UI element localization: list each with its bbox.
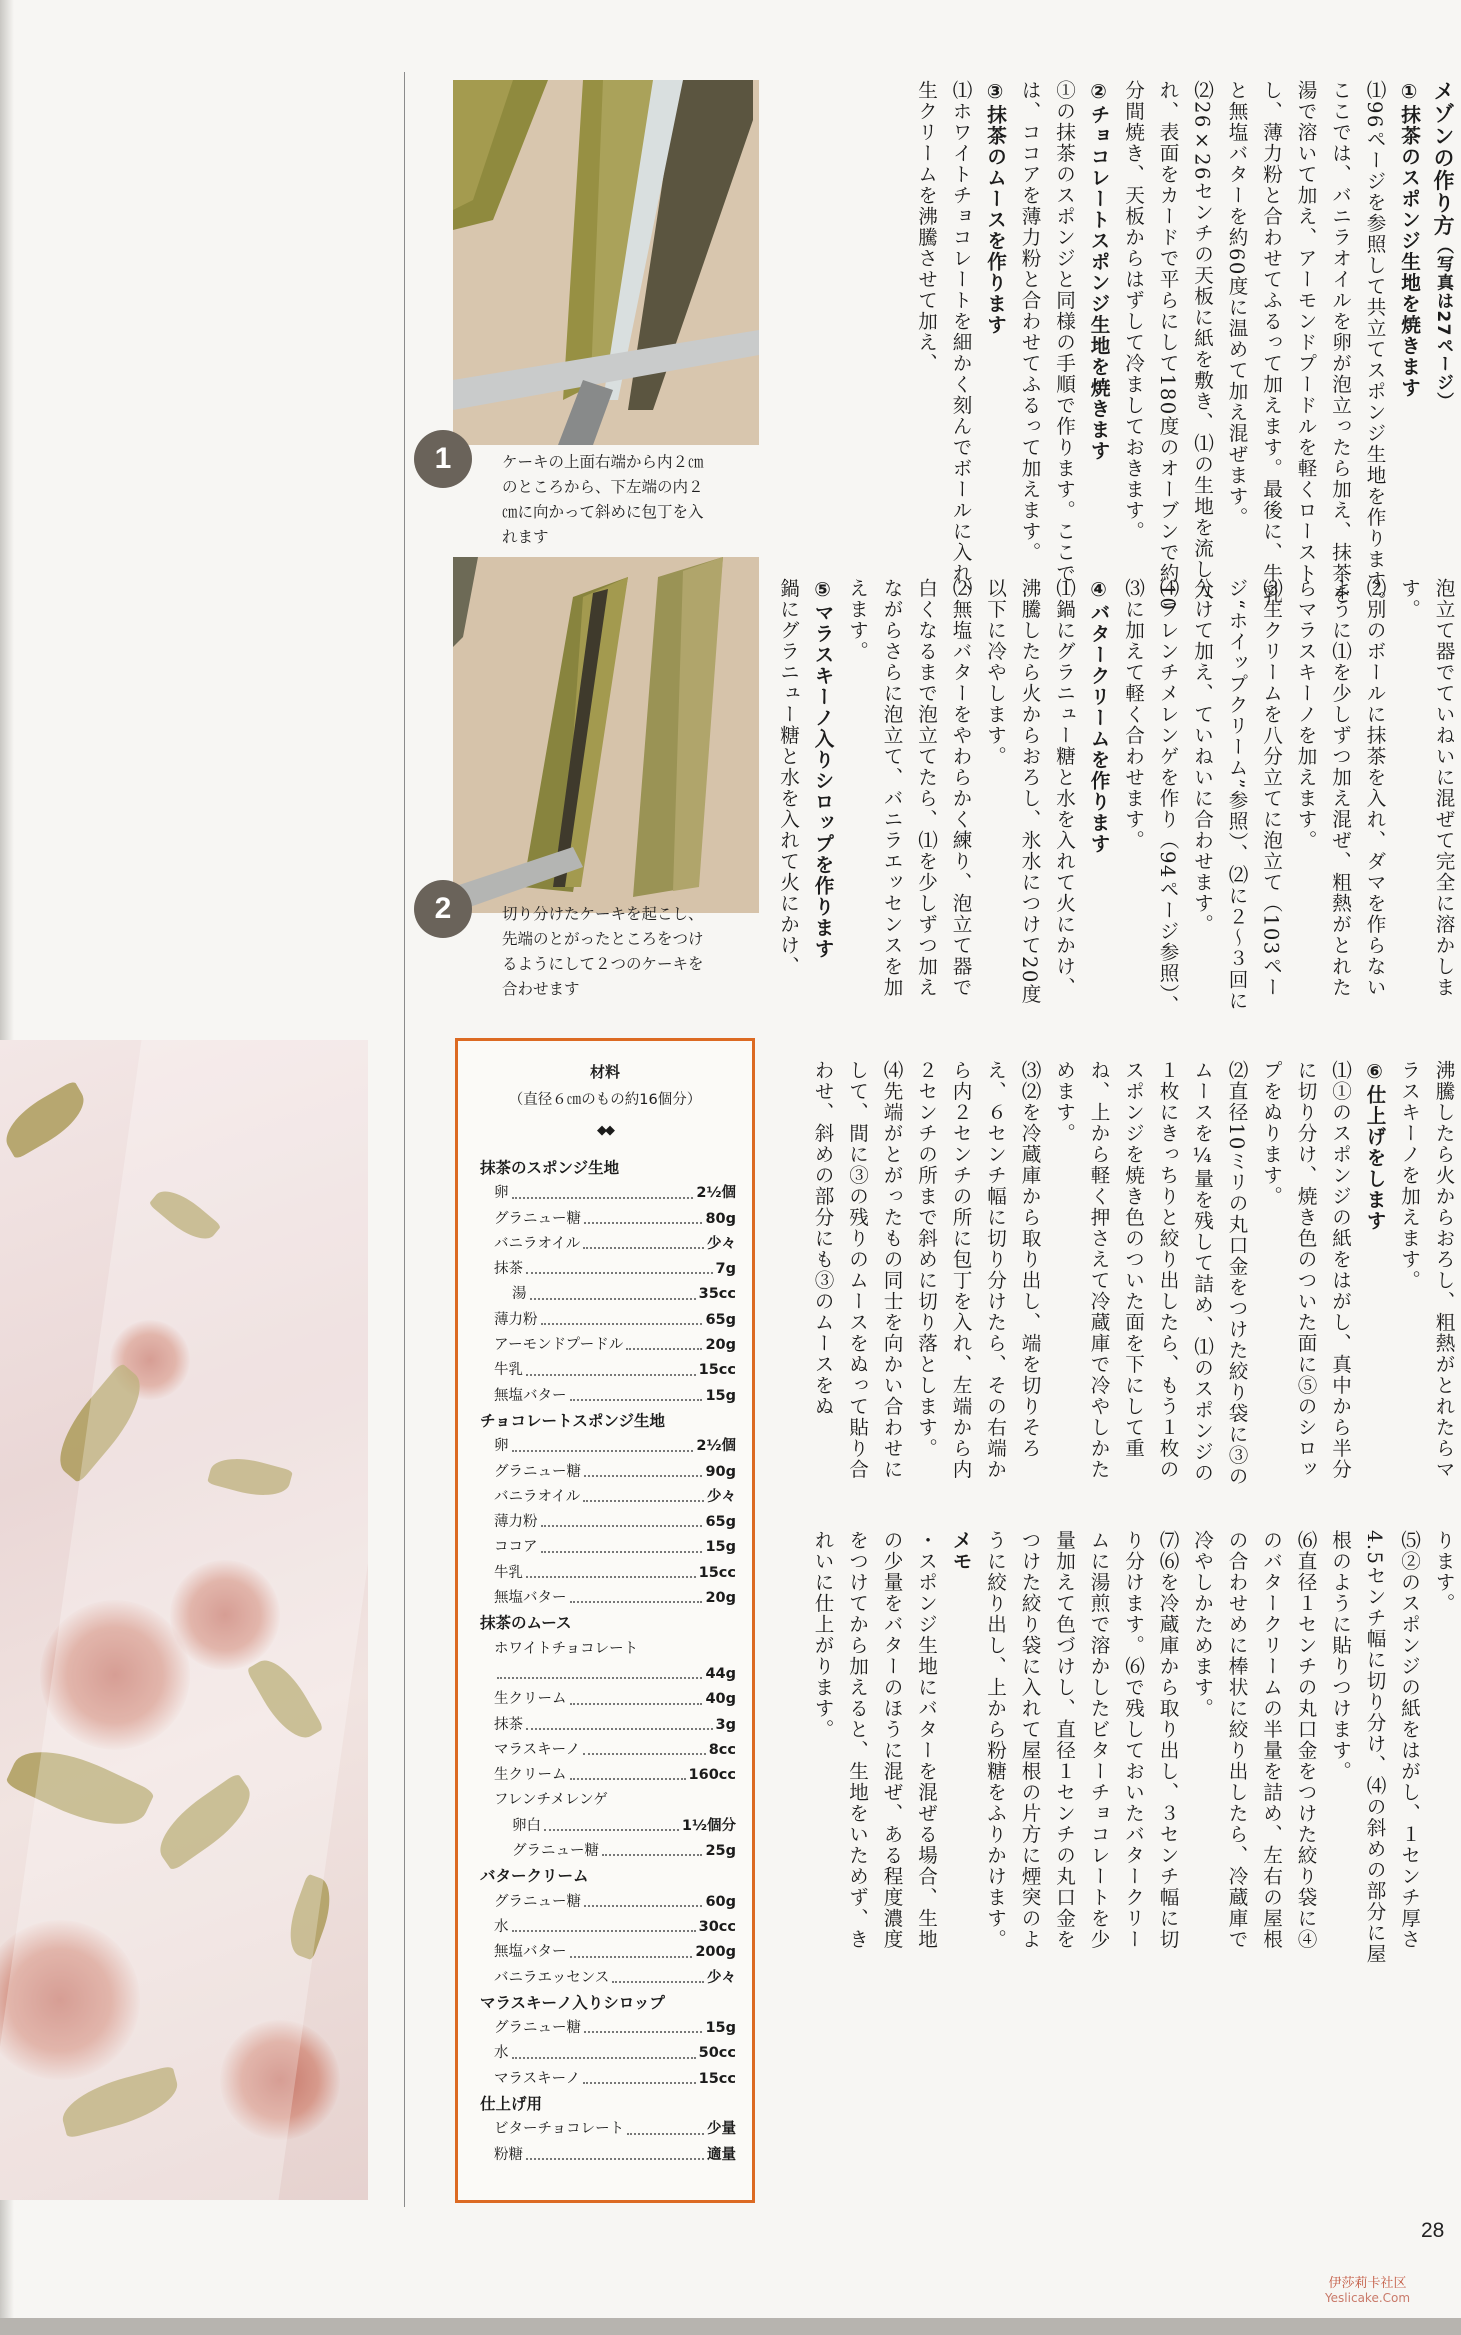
- ingredient-quantity: 50cc: [698, 2045, 736, 2062]
- watermark-name: 伊莎莉卡社区: [1328, 2276, 1407, 2291]
- ingredient-name: 牛乳: [494, 1362, 523, 1379]
- memo-text: ・スポンジ生地にバターを混ぜる場合、生地の少量をバターのほうに混ぜ、ある程度濃度をつけてから加えると、生地をいためず、きれいに仕上がります。: [811, 1530, 938, 1950]
- step-heading: ①抹茶のスポンジ生地を焼きます: [1397, 80, 1421, 399]
- ingredient-row: [480, 1308, 736, 1333]
- leader-dots: [583, 1738, 705, 1755]
- method-upper-left: [776, 578, 1460, 1018]
- leader-dots: [526, 1358, 696, 1375]
- step-heading: ②チョコレートスポンジ生地を焼きます: [1087, 80, 1110, 462]
- step-text: ⑸②のスポンジの紙をはがし、１センチ厚さ4.5センチ幅に切り分け、⑷の斜めの部分に屋根のように貼りつけます。: [1328, 1530, 1421, 1965]
- step-text: ⑶生クリームを八分立てに泡立て（103ページ“ホイップクリーム”参照）、⑵に２～３回に分けて加え、ていねいに合わせます。: [1190, 578, 1283, 1012]
- leader-dots: [541, 1535, 703, 1552]
- ingredient-name: 薄力粉: [494, 1514, 538, 1531]
- step-heading: ④バタークリームを作ります: [1087, 578, 1110, 855]
- leader-dots: [570, 1763, 686, 1780]
- leader-dots: [584, 1890, 702, 1907]
- method-upper-right: [780, 80, 1460, 620]
- step-text: ⑴96ページを参照して共立てスポンジ生地を作ります。ここでは、バニラオイルを卵が泡立ったら加え、抹茶を湯で溶いて加え、アーモンドプードルを軽くローストし、薄力粉と合わせてふるって加えます。最後に、牛乳と無塩バターを約60度に温めて加え混ぜます。: [1225, 80, 1386, 612]
- ingredient-name: バニラエッセンス: [494, 1969, 610, 1986]
- ingredient-name: 水: [494, 2045, 509, 2062]
- ingredient-name: ホワイトチョコレート: [494, 1640, 639, 1657]
- caption-line: るようにして２つのケーキを: [502, 955, 704, 973]
- ingredient-row: [480, 2016, 736, 2041]
- step-text: ⑶⑵を冷蔵庫から取り出し、端を切りそろえ、６センチ幅に切り分けたら、その右端から内２センチの所に包丁を入れ、左端から内２センチの所まで斜めに切り落とします。: [914, 1060, 1041, 1480]
- memo-heading: メモ: [949, 1530, 972, 1572]
- ingredient-quantity: 60g: [705, 1893, 736, 1910]
- step-text: ⑷先端がとがったもの同士を向かい合わせにして、間に③の残りのムースをぬって貼り合わせ、斜めの部分にも③のムースをぬ: [811, 1060, 903, 1480]
- ingredient-quantity: 適量: [707, 2146, 736, 2163]
- ingredient-name: ビターチョコレート: [494, 2121, 625, 2138]
- ingredient-quantity: 30cc: [698, 1918, 736, 1935]
- ingredient-row: [480, 1257, 736, 1282]
- caption-line: のところから、下左端の内２: [502, 478, 704, 496]
- bottom-scan-bar: [0, 2318, 1461, 2335]
- leader-dots: [641, 1637, 733, 1654]
- cake-cutting-photo-1: [453, 80, 759, 445]
- ingredient-name: 抹茶: [494, 1261, 523, 1278]
- ingredient-section-title: 抹茶のムース: [480, 1614, 572, 1633]
- leader-dots: [530, 1282, 696, 1299]
- column-divider: [404, 72, 405, 2207]
- leader-dots: [526, 2143, 704, 2160]
- step-heading: ⑥仕上げをします: [1363, 1060, 1386, 1232]
- ingredient-row: [480, 1763, 736, 1788]
- ingredient-row: [480, 1788, 736, 1813]
- leader-dots: [584, 1207, 702, 1224]
- caption-line: ケーキの上面右端から内２㎝: [502, 453, 704, 471]
- ingredient-quantity: 65g: [705, 1311, 736, 1328]
- leader-dots: [544, 1814, 679, 1831]
- ingredient-name: アーモンドプードル: [494, 1337, 624, 1354]
- ingredient-row: [480, 1814, 736, 1839]
- ingredients-box: [455, 1038, 755, 2203]
- leader-dots: [526, 1561, 696, 1578]
- ingredient-quantity: 44g: [705, 1665, 736, 1682]
- ingredient-name: マラスキーノ: [494, 1741, 581, 1758]
- ingredient-section-title: 抹茶のスポンジ生地: [480, 1159, 620, 1177]
- leader-dots: [602, 1839, 702, 1856]
- ingredient-quantity: 少量: [707, 2121, 736, 2138]
- ingredient-row: [480, 2067, 736, 2092]
- leader-dots: [541, 1510, 703, 1527]
- ingredient-name: 湯: [512, 1286, 527, 1303]
- ingredient-row: [480, 1510, 736, 1535]
- step-text: ⑵無塩バターをやわらかく練り、泡立て器で白くなるまで泡立てたら、⑴を少しずつ加えながらさらに泡立て、バニラエッセンスを加えます。: [845, 578, 972, 998]
- ingredient-section-title: 仕上げ用: [480, 2094, 543, 2113]
- step-text: ⑵26×26センチの天板に紙を敷き、⑴の生地を流し入れ、表面をカードで平らにして180度のオーブンで約10分間焼き、天板からはずして冷ましておきます。: [1121, 80, 1214, 612]
- ingredient-row: [480, 1839, 736, 1864]
- ingredient-quantity: 15g: [705, 2020, 736, 2037]
- leader-dots: [611, 1788, 733, 1805]
- ingredient-name: バニラオイル: [494, 1235, 581, 1252]
- leader-dots: [497, 1662, 702, 1679]
- ingredient-name: ココア: [494, 1539, 538, 1556]
- photo-number-badge-2: 2: [414, 880, 472, 938]
- ingredient-row: [480, 1460, 736, 1485]
- ingredient-name: グラニュー糖: [494, 1893, 581, 1910]
- ingredient-row: [480, 1535, 736, 1560]
- method-title: メゾンの作り方（写真は27ページ）: [1431, 80, 1455, 411]
- ingredient-quantity: 3g: [715, 1716, 736, 1733]
- ingredient-name: 無塩バター: [494, 1590, 567, 1607]
- caption-line: 合わせます: [502, 980, 580, 998]
- ingredient-row: [480, 1358, 736, 1383]
- caption-line: れます: [502, 528, 549, 546]
- leader-dots: [627, 2117, 704, 2134]
- leader-dots: [512, 1915, 696, 1932]
- ingredient-quantity: 2½個: [696, 1438, 736, 1455]
- leader-dots: [584, 2016, 702, 2033]
- step-text: ⑺⑹を冷蔵庫から取り出し、３センチ幅に切り分けます。⑹で残しておいたバタークリームに湯煎で溶かしたビターチョコレートを少量加えて色づけし、直径１センチの丸口金をつけた絞り袋に入れて屋根の片方に煙突のように絞り出し、上から粉糖をふりかけます。: [983, 1530, 1179, 1950]
- ingredient-quantity: 200g: [695, 1944, 736, 1961]
- ingredient-row: [480, 1384, 736, 1409]
- ingredient-quantity: 少々: [707, 1969, 736, 1986]
- ingredient-quantity: 15g: [705, 1387, 736, 1404]
- leader-dots: [612, 1966, 704, 1983]
- ingredients-subtitle: （直径６㎝のもの約16個分）: [508, 1092, 702, 1108]
- ingredient-name: グラニュー糖: [494, 2020, 581, 2037]
- step-heading: ③抹茶のムースを作ります: [983, 80, 1007, 336]
- ingredient-row: [480, 1940, 736, 1965]
- step-text: ⑴ホワイトチョコレートを細かく刻んでボールに入れ、生クリームを沸騰させて加え、: [914, 80, 972, 605]
- leader-dots: [584, 1460, 702, 1477]
- step-text: ⑵別のボールに抹茶を入れ、ダマを作らないように⑴を少しずつ加え混ぜ、粗熱がとれたらマラスキーノを加えます。: [1294, 578, 1386, 998]
- leader-dots: [512, 1181, 694, 1198]
- leader-dots: [570, 1384, 703, 1401]
- ingredient-name: 水: [494, 1918, 509, 1935]
- leader-dots: [570, 1687, 703, 1704]
- ingredient-row: [480, 1662, 736, 1687]
- leader-dots: [626, 1333, 702, 1350]
- ingredient-name: 粉糖: [494, 2146, 523, 2163]
- ingredient-section-title: バタークリーム: [480, 1867, 589, 1886]
- step-text: 鍋にグラニュー糖と水を入れて火にかけ、: [776, 578, 800, 977]
- ingredient-row: [480, 1586, 736, 1611]
- step-text: ⑴鍋にグラニュー糖と水を入れて火にかけ、沸騰したら火からおろし、氷水につけて20度以下に冷やします。: [983, 578, 1076, 1005]
- ingredient-quantity: 80g: [705, 1210, 736, 1227]
- ingredient-quantity: 1½個分: [681, 1817, 736, 1834]
- ingredient-quantity: 15cc: [698, 1362, 736, 1379]
- ingredient-row: [480, 1915, 736, 1940]
- ingredient-row: [480, 1207, 736, 1232]
- ingredient-name: フレンチメレンゲ: [494, 1792, 608, 1809]
- ingredient-row: [480, 1181, 736, 1206]
- method-lower-right: [780, 1060, 1460, 1500]
- ornament: ◆◆: [597, 1123, 613, 1138]
- ingredient-row: [480, 1485, 736, 1510]
- ingredient-name: 薄力粉: [494, 1311, 538, 1328]
- step-text: ります。: [1432, 1530, 1455, 1614]
- ingredient-section-title: マラスキーノ入りシロップ: [480, 1993, 665, 2012]
- photo-caption-1: [502, 450, 752, 550]
- leader-dots: [583, 1232, 704, 1249]
- ingredient-row: [480, 1434, 736, 1459]
- ingredient-quantity: 2½個: [696, 1185, 736, 1202]
- ingredient-quantity: 15cc: [698, 1564, 736, 1581]
- ingredient-name: 卵: [494, 1438, 509, 1455]
- ingredient-name: 生クリーム: [494, 1691, 567, 1708]
- ingredient-name: 卵白: [512, 1817, 541, 1834]
- method-lower-left: [780, 1530, 1460, 1970]
- ingredient-row: [480, 2117, 736, 2142]
- ingredient-row: [480, 1890, 736, 1915]
- ingredient-quantity: 20g: [705, 1337, 736, 1354]
- ingredient-row: [480, 1687, 736, 1712]
- step-text: ⑹直径１センチの丸口金をつけた絞り袋に④のバタークリームの半量を詰め、左右の屋根の合わせめに棒状に絞り出したら、冷蔵庫で冷やしかためます。: [1190, 1530, 1317, 1950]
- cake-cutting-photo-2: [453, 557, 759, 913]
- leader-dots: [570, 1940, 693, 1957]
- ingredient-quantity: 8cc: [708, 1741, 736, 1758]
- step-text: 泡立て器でていねいに混ぜて完全に溶かします。: [1397, 578, 1455, 998]
- step-text: ⑵直径10ミリの丸口金をつけた絞り袋に③のムースを¼量を残して詰め、⑴のスポンジの１枚にきっちりと絞り出したら、もう１枚のスポンジを焼き色のついた面を下にして重ね、上から軽く押さえて冷蔵庫で冷やしかためます。: [1052, 1060, 1248, 1487]
- photo-number-badge-1: 1: [414, 430, 472, 488]
- ingredient-row: [480, 1282, 736, 1307]
- ingredient-row: [480, 1637, 736, 1662]
- step-heading: ⑤マラスキーノ入りシロップを作ります: [811, 578, 834, 960]
- leader-dots: [541, 1308, 703, 1325]
- caption-line: ㎝に向かって斜めに包丁を入: [502, 503, 704, 521]
- step-text: ①の抹茶のスポンジと同様の手順で作ります。ここでは、ココアを薄力粉と合わせてふるって加えます。: [1018, 80, 1076, 584]
- ingredient-quantity: 少々: [707, 1235, 736, 1252]
- leader-dots: [583, 2067, 695, 2084]
- ingredient-row: [480, 2143, 736, 2168]
- step-text: 沸騰したら火からおろし、粗熱がとれたらマラスキーノを加えます。: [1397, 1060, 1455, 1480]
- leader-dots: [512, 2041, 696, 2058]
- ingredient-name: グラニュー糖: [512, 1843, 599, 1860]
- ingredient-quantity: 15g: [705, 1539, 736, 1556]
- ingredient-name: グラニュー糖: [494, 1210, 581, 1227]
- photo-caption-2: [502, 902, 752, 1002]
- leader-dots: [512, 1434, 694, 1451]
- ingredient-quantity: 15cc: [698, 2070, 736, 2087]
- step-text: ⑷フレンチメレンゲを作り（94ページ参照）、⑶に加えて軽く合わせます。: [1121, 578, 1179, 1016]
- ingredient-name: 生クリーム: [494, 1767, 567, 1784]
- ingredient-quantity: 35cc: [698, 1286, 736, 1303]
- ingredient-row: [480, 1966, 736, 1991]
- leader-dots: [583, 1485, 704, 1502]
- ingredient-name: 無塩バター: [494, 1944, 567, 1961]
- caption-line: 切り分けたケーキを起こし、: [502, 905, 704, 923]
- ingredient-row: [480, 2041, 736, 2066]
- ingredient-quantity: 65g: [705, 1514, 736, 1531]
- ingredient-name: グラニュー糖: [494, 1463, 581, 1480]
- ingredient-name: バニラオイル: [494, 1488, 581, 1505]
- leader-dots: [570, 1586, 703, 1603]
- ingredients-title: 材料: [589, 1063, 620, 1081]
- ingredient-row: [480, 1333, 736, 1358]
- ingredient-row: [480, 1713, 736, 1738]
- ingredient-row: [480, 1232, 736, 1257]
- ingredient-quantity: 7g: [715, 1261, 736, 1278]
- floral-fabric-photo: [0, 1040, 368, 2200]
- ingredient-quantity: 90g: [705, 1463, 736, 1480]
- ingredient-quantity: 20g: [705, 1590, 736, 1607]
- ingredient-name: 牛乳: [494, 1564, 523, 1581]
- page-number: 28: [1421, 2219, 1445, 2242]
- ingredient-name: 卵: [494, 1185, 509, 1202]
- ingredient-row: [480, 1561, 736, 1586]
- ingredient-quantity: 少々: [707, 1488, 736, 1505]
- watermark-site: Yeslicake.Com: [1324, 2291, 1411, 2305]
- watermark: [1300, 2272, 1435, 2305]
- step-text: ⑴①のスポンジの紙をはがし、真中から半分に切り分け、焼き色のついた面に⑤のシロップをぬります。: [1259, 1060, 1352, 1480]
- ingredients-list: [480, 1156, 736, 2168]
- ingredient-quantity: 25g: [705, 1843, 736, 1860]
- ingredient-quantity: 160cc: [688, 1767, 736, 1784]
- ingredient-quantity: 40g: [705, 1691, 736, 1708]
- caption-line: 先端のとがったところをつけ: [502, 930, 704, 948]
- ingredient-row: [480, 1738, 736, 1763]
- leader-dots: [526, 1257, 713, 1274]
- leader-dots: [526, 1713, 713, 1730]
- ingredient-name: マラスキーノ: [494, 2070, 581, 2087]
- ingredient-name: 無塩バター: [494, 1387, 567, 1404]
- ingredient-name: 抹茶: [494, 1716, 523, 1733]
- ingredient-section-title: チョコレートスポンジ生地: [480, 1411, 665, 1430]
